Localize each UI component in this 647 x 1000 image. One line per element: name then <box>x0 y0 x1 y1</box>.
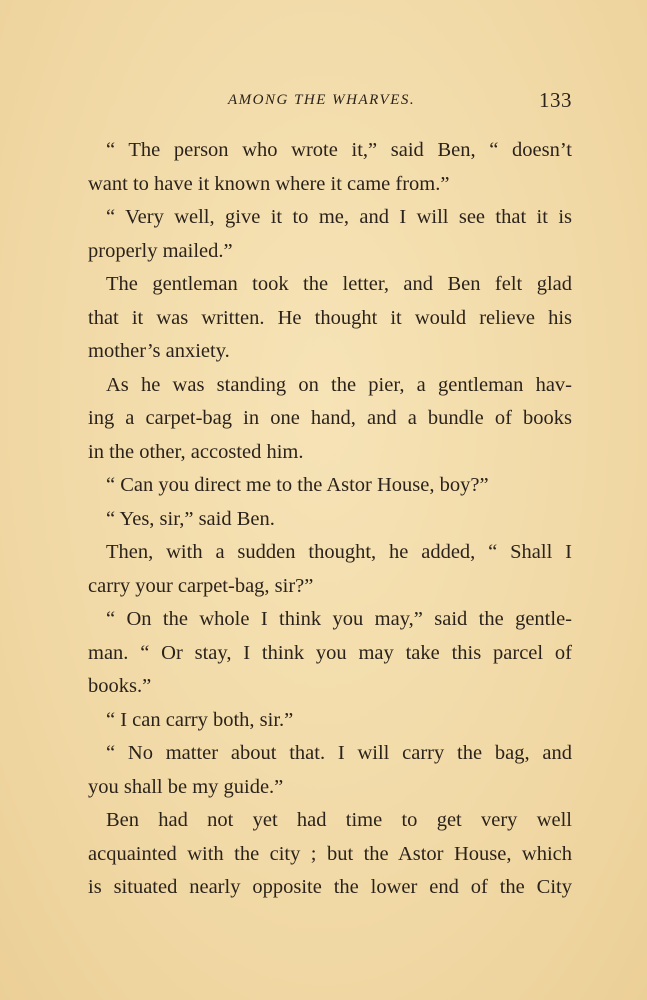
text-line: Ben had not yet had time to get very well <box>106 809 572 831</box>
text-line: man. “ Or stay, I think you may take this parcel of <box>88 641 572 664</box>
text-line: “ Can you direct me to the Astor House, boy?” <box>106 474 489 496</box>
text-line: “ Yes, sir,” said Ben. <box>106 507 275 530</box>
text-line: The gentleman took the letter, and Ben felt glad <box>106 273 572 295</box>
text-line: you shall be my guide.” <box>88 775 284 798</box>
text-line: books.” <box>88 675 152 697</box>
text-line: Then, with a sudden thought, he added, “ Shall I <box>106 541 572 563</box>
text-line: acquainted with the city ; but the Astor House, which <box>88 842 572 865</box>
running-title: AMONG THE WHARVES. <box>228 92 416 108</box>
text-line: “ On the whole I think you may,” said the gentle- <box>106 608 572 630</box>
running-head <box>88 88 572 114</box>
text-line: that it was written. He thought it would relieve his <box>88 306 572 329</box>
page-number: 133 <box>539 88 572 112</box>
text-line: “ I can carry both, sir.” <box>106 708 294 731</box>
text-line: in the other, accosted him. <box>88 440 304 463</box>
text-line: “ Very well, give it to me, and I will see that it is <box>106 206 572 228</box>
text-line: “ The person who wrote it,” said Ben, “ doesn’t <box>106 139 572 161</box>
text-line: properly mailed.” <box>88 239 233 262</box>
text-line: is situated nearly opposite the lower end of the City <box>88 876 572 898</box>
text-line: ing a carpet-bag in one hand, and a bundle of books <box>88 407 572 429</box>
body-text <box>88 134 572 905</box>
text-line: “ No matter about that. I will carry the bag, and <box>106 742 572 764</box>
text-line: mother’s anxiety. <box>88 340 230 362</box>
text-line: As he was standing on the pier, a gentleman hav- <box>106 373 572 396</box>
text-line: want to have it known where it came from.” <box>88 172 450 195</box>
text-line: carry your carpet-bag, sir?” <box>88 574 314 597</box>
